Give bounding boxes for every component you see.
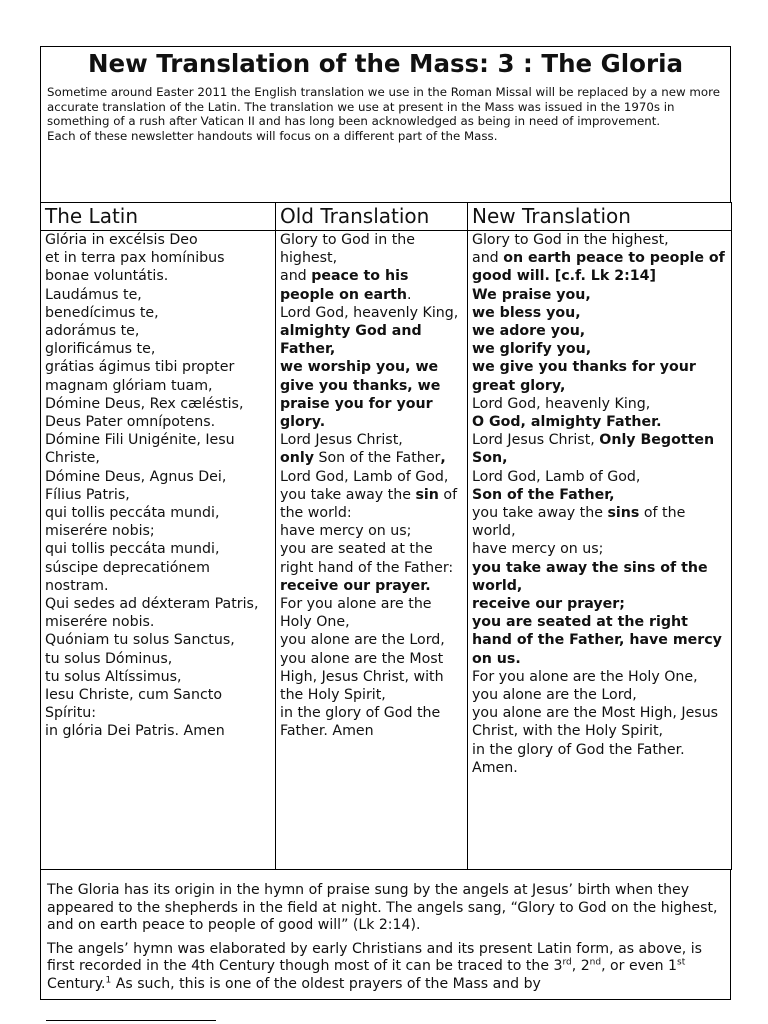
new-line	[472, 340, 727, 358]
new-line	[472, 304, 727, 322]
latin-line	[45, 413, 271, 431]
text: and	[280, 268, 312, 285]
latin-line	[45, 559, 271, 595]
old-line	[280, 267, 463, 303]
notes-text: , 2	[571, 958, 590, 975]
notes-text: Century.	[47, 975, 106, 992]
text: Lord God, heavenly King,	[280, 304, 459, 321]
text: Iesu Christe, cum Sancto Spíritu:	[45, 687, 223, 722]
text: Glória in excélsis Deo	[45, 232, 198, 248]
latin-line	[45, 668, 271, 686]
new-line	[472, 468, 727, 486]
latin-line	[45, 522, 271, 540]
new-line	[472, 395, 727, 413]
text: of the world,	[472, 505, 686, 540]
superscript: st	[677, 957, 686, 968]
text: have mercy on us;	[280, 523, 412, 540]
notes-paragraph-1: The Gloria has its origin in the hymn of praise sung by the angels at Jesus’ birth when they appeared to the shepherds in the field at night. The angels sang, “Glory to God on the highest, and on earth peace to people of good will” (Lk 2:14).	[47, 882, 718, 934]
text: you alone are the Lord,	[280, 632, 445, 649]
text: Deus Pater omnípotens.	[45, 414, 216, 431]
bold-text: sins	[607, 505, 640, 522]
notes-text: As such, this is one of the oldest prayers of the Mass and by	[111, 975, 541, 992]
bold-text: sin	[415, 486, 439, 503]
latin-line	[45, 249, 271, 267]
new-translation-heading: New Translation	[468, 203, 732, 231]
new-line	[472, 686, 727, 704]
text: glorificámus te,	[45, 341, 156, 358]
latin-line	[45, 468, 271, 486]
new-line	[472, 486, 727, 504]
text: of the world:	[280, 486, 458, 522]
text: Laudámus te,	[45, 286, 142, 303]
document-title: New Translation of the Mass: 3 : The Gloria	[87, 49, 684, 78]
old-line	[280, 650, 463, 705]
latin-heading: The Latin	[41, 203, 276, 231]
text: tu solus Altíssimus,	[45, 668, 182, 685]
new-line	[472, 504, 727, 540]
text: in the glory of God the Father. Amen	[280, 705, 441, 740]
latin-line	[45, 304, 271, 322]
bold-text: we glorify you,	[472, 341, 592, 358]
latin-line	[45, 340, 271, 358]
text: you are seated at the right hand of the Father:	[280, 541, 454, 576]
bold-text: receive our prayer.	[280, 577, 431, 594]
intro	[47, 85, 724, 143]
bold-text: O God, almighty Father.	[472, 414, 662, 431]
text: bonae voluntátis.	[45, 268, 169, 285]
handout	[40, 46, 731, 1000]
superscript: rd	[562, 957, 572, 968]
text: Qui sedes ad déxteram Patris,	[45, 596, 259, 613]
latin-line	[45, 650, 271, 668]
new-line	[472, 413, 727, 431]
bold-text: receive our prayer;	[472, 596, 625, 613]
old-line	[280, 358, 463, 431]
text: Glory to God in the highest,	[280, 232, 416, 267]
latin-line	[45, 486, 271, 504]
table-header-row	[41, 203, 732, 231]
old-line	[280, 231, 463, 267]
bold-text: we bless you,	[472, 304, 581, 321]
latin-line	[45, 631, 271, 649]
latin-line	[45, 395, 271, 413]
latin-line	[45, 540, 271, 558]
text: Dómine Deus, Rex cæléstis,	[45, 395, 244, 412]
latin-line	[45, 431, 271, 467]
text: Glory to God in the highest,	[472, 232, 669, 248]
bold-text: Only Begotten Son,	[472, 432, 715, 467]
new-line	[472, 595, 727, 613]
latin-line	[45, 358, 271, 394]
latin-line	[45, 286, 271, 304]
old-line	[280, 704, 463, 740]
text: you alone are the Most High, Jesus Christ, with the Holy Spirit,	[472, 705, 719, 740]
new-translation-column	[468, 231, 732, 870]
notes-box	[40, 870, 731, 1000]
text: et in terra pax homínibus	[45, 250, 225, 267]
text: you alone are the Most High, Jesus Christ, with the Holy Spirit,	[280, 650, 444, 704]
text: qui tollis peccáta mundi,	[45, 505, 220, 522]
text: grátias ágimus tibi propter magnam glóriam tuam,	[45, 359, 235, 394]
bold-text: we give you thanks for your great glory,	[472, 359, 696, 394]
old-line	[280, 522, 463, 540]
latin-line	[45, 613, 271, 631]
text: adorámus te,	[45, 323, 140, 340]
text: in glória Dei Patris. Amen	[45, 723, 225, 740]
notes-text: , or even 1	[601, 958, 678, 975]
intro-paragraph: Each of these newsletter handouts will focus on a different part of the Mass.	[47, 128, 498, 143]
new-line	[472, 559, 727, 595]
bold-text: almighty God and Father,	[280, 323, 422, 358]
bold-text: peace to his people on earth	[280, 268, 409, 303]
text: Lord Jesus Christ,	[280, 432, 403, 449]
old-translation-column	[276, 231, 468, 870]
old-line	[280, 322, 463, 358]
latin-column	[41, 231, 276, 870]
bold-text: we adore you,	[472, 323, 586, 340]
text: Son of the Father	[313, 450, 441, 467]
new-line	[472, 704, 727, 740]
text: and	[472, 250, 504, 267]
old-line	[280, 577, 463, 595]
new-line	[472, 286, 727, 304]
text: Fílius Patris,	[45, 486, 130, 503]
bold-text: We praise you,	[472, 286, 591, 303]
old-line	[280, 595, 463, 631]
footnote-separator	[46, 1020, 216, 1021]
bold-text: ,	[440, 450, 446, 467]
latin-line	[45, 686, 271, 722]
text: qui tollis peccáta mundi,	[45, 541, 220, 558]
latin-line	[45, 595, 271, 613]
text: For you alone are the Holy One,	[472, 668, 698, 685]
bold-text: only	[280, 450, 314, 467]
old-line	[280, 631, 463, 649]
bold-text: you take away the sins of the world,	[472, 559, 708, 594]
old-line	[280, 304, 463, 322]
text: tu solus Dóminus,	[45, 650, 173, 667]
old-line	[280, 486, 463, 522]
old-line	[280, 468, 463, 486]
text: Quóniam tu solus Sanctus,	[45, 632, 235, 649]
notes-paragraph-2	[47, 941, 724, 994]
new-line	[472, 741, 727, 777]
new-line	[472, 668, 727, 686]
text: miserére nobis;	[45, 523, 155, 540]
text: have mercy on us;	[472, 541, 604, 558]
footnote-marker: 1	[105, 975, 112, 986]
bold-text: you are seated at the right hand of the Father, have mercy on us.	[472, 614, 722, 667]
text: .	[406, 286, 412, 303]
text: For you alone are the Holy One,	[280, 596, 432, 631]
latin-line	[45, 722, 271, 740]
text: miserére nobis.	[45, 614, 155, 631]
notes-text: The angels’ hymn was elaborated by early Christians and its present Latin form, as above, is first recorded in the 4th Century though most of it can be traced to the 3	[47, 940, 702, 975]
bold-text: Son of the Father,	[472, 486, 615, 503]
text: Lord God, Lamb of God,	[280, 468, 449, 485]
text: súscipe deprecatiónem nostram.	[45, 559, 210, 594]
superscript: nd	[589, 957, 602, 968]
latin-line	[45, 504, 271, 522]
text: you alone are the Lord,	[472, 687, 637, 704]
new-line	[472, 249, 727, 285]
old-line	[280, 449, 463, 467]
text: benedícimus te,	[45, 304, 159, 321]
old-translation-heading: Old Translation	[276, 203, 468, 231]
intro-paragraph: Sometime around Easter 2011 the English translation we use in the Roman Missal will be replaced by a new more accurate translation of the Latin. The translation we use at present in the Mass was issued in the 1970s in something of a rush after Vatican II and has long been acknowledged as being in need of improvement.	[47, 85, 720, 129]
text: Lord God, heavenly King,	[472, 395, 651, 412]
text: you take away the	[472, 505, 608, 522]
text: Lord God, Lamb of God,	[472, 468, 641, 485]
bold-text: on earth peace to people of good will. [c.f. Lk 2:14]	[472, 250, 725, 285]
table-body-row	[41, 231, 732, 870]
text: in the glory of God the Father. Amen.	[472, 741, 685, 776]
text: Lord Jesus Christ,	[472, 432, 600, 449]
new-line	[472, 540, 727, 558]
latin-line	[45, 231, 271, 249]
new-line	[472, 358, 727, 394]
old-line	[280, 540, 463, 576]
text: Dómine Fili Unigénite, Iesu Christe,	[45, 432, 235, 467]
new-line	[472, 613, 727, 668]
latin-line	[45, 267, 271, 285]
title-box	[40, 46, 731, 202]
translation-table	[40, 202, 732, 870]
text: Dómine Deus, Agnus Dei,	[45, 468, 227, 485]
old-line	[280, 431, 463, 449]
new-line	[472, 322, 727, 340]
latin-line	[45, 322, 271, 340]
new-line	[472, 231, 727, 249]
text: you take away the	[280, 486, 416, 503]
new-line	[472, 431, 727, 467]
bold-text: we worship you, we give you thanks, we praise you for your glory.	[280, 359, 441, 431]
